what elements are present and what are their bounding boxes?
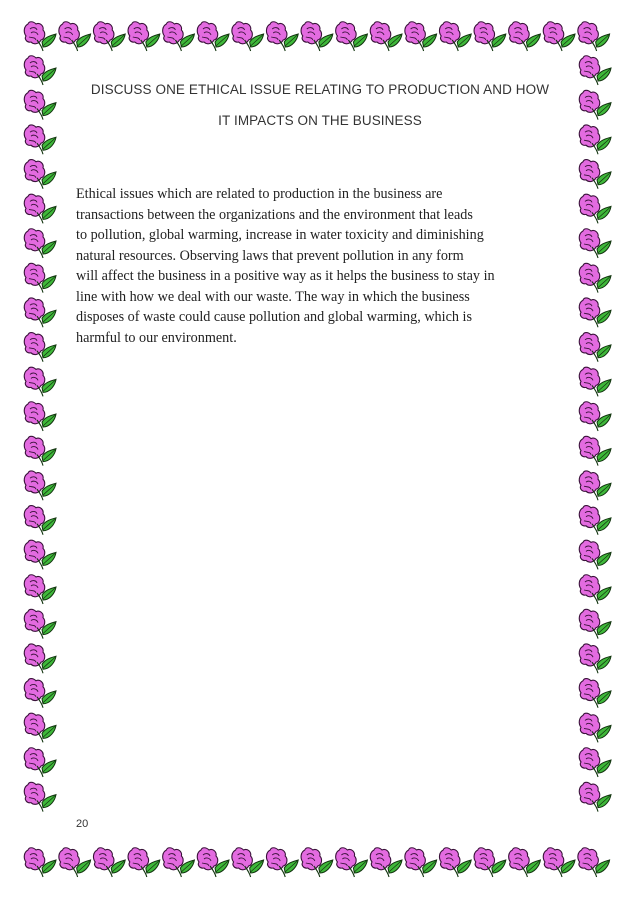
rose-icon (579, 506, 611, 535)
rose-icon (579, 194, 611, 223)
rose-icon (578, 848, 610, 877)
rose-icon (24, 56, 56, 85)
page-title-line-1: DISCUSS ONE ETHICAL ISSUE RELATING TO PRODUCTION AND HOW (90, 82, 550, 97)
rose-icon (93, 848, 125, 877)
rose-icon (579, 575, 611, 604)
rose-icon (24, 609, 56, 638)
rose-icon (474, 848, 506, 877)
rose-icon (24, 298, 56, 327)
page-title-line-2: IT IMPACTS ON THE BUSINESS (218, 113, 422, 128)
rose-icon (579, 229, 611, 258)
rose-icon (579, 298, 611, 327)
rose-icon (543, 22, 575, 51)
body-line: will affect the business in a positive way as it helps the business to stay in (76, 268, 495, 284)
rose-icon (24, 679, 56, 708)
rose-icon (405, 22, 437, 51)
rose-icon (24, 90, 56, 119)
rose-icon (197, 848, 229, 877)
rose-icon (578, 22, 610, 51)
rose-icon (24, 125, 56, 154)
rose-icon (24, 748, 56, 777)
rose-icon (301, 22, 333, 51)
rose-icon (370, 22, 402, 51)
rose-icon (24, 367, 56, 396)
rose-icon (579, 125, 611, 154)
rose-icon (579, 713, 611, 742)
rose-icon (336, 22, 368, 51)
rose-icon (93, 22, 125, 51)
body-paragraph (76, 184, 568, 348)
page-number: 20 (76, 818, 89, 830)
rose-icon (197, 22, 229, 51)
rose-icon (24, 22, 56, 51)
rose-icon (24, 782, 56, 811)
rose-icon (59, 848, 91, 877)
rose-icon (24, 713, 56, 742)
rose-icon (24, 263, 56, 292)
rose-icon (579, 56, 611, 85)
rose-icon (474, 22, 506, 51)
rose-icon (439, 22, 471, 51)
rose-icon (405, 848, 437, 877)
rose-icon (579, 160, 611, 189)
rose-icon (579, 367, 611, 396)
rose-icon (232, 848, 264, 877)
rose-icon (163, 22, 195, 51)
rose-icon (370, 848, 402, 877)
rose-icon (266, 848, 298, 877)
body-line: to pollution, global warming, increase in water toxicity and diminishing (76, 227, 484, 243)
rose-icon (266, 22, 298, 51)
rose-icon (579, 679, 611, 708)
body-line: Ethical issues which are related to production in the business are (76, 186, 443, 202)
rose-icon (24, 194, 56, 223)
rose-icon (579, 644, 611, 673)
rose-icon (579, 402, 611, 431)
rose-icon (336, 848, 368, 877)
rose-icon (24, 644, 56, 673)
rose-icon (24, 229, 56, 258)
rose-icon (543, 848, 575, 877)
body-line: line with how we deal with our waste. The way in which the business (76, 288, 470, 305)
rose-icon (579, 333, 611, 362)
rose-icon (579, 263, 611, 292)
rose-icon (439, 848, 471, 877)
rose-icon (24, 402, 56, 431)
rose-icon (509, 848, 541, 877)
rose-icon (579, 609, 611, 638)
rose-icon (232, 22, 264, 51)
rose-icon (128, 22, 160, 51)
rose-icon (24, 575, 56, 604)
body-line: harmful to our environment. (76, 329, 237, 346)
rose-icon (59, 22, 91, 51)
rose-icon (24, 848, 56, 877)
body-line: disposes of waste could cause pollution and global warming, which is (76, 309, 472, 325)
body-line: transactions between the organizations and the environment that leads (76, 206, 473, 223)
rose-icon (579, 748, 611, 777)
rose-icon (579, 471, 611, 500)
rose-icon (24, 436, 56, 465)
rose-icon (24, 506, 56, 535)
rose-icon (579, 436, 611, 465)
rose-icon (24, 540, 56, 569)
rose-icon (509, 22, 541, 51)
rose-icon (24, 160, 56, 189)
rose-icon (579, 540, 611, 569)
rose-icon (24, 333, 56, 362)
body-line: natural resources. Observing laws that prevent pollution in any form (76, 247, 464, 264)
rose-icon (579, 90, 611, 119)
rose-icon (163, 848, 195, 877)
rose-icon (301, 848, 333, 877)
rose-icon (579, 782, 611, 811)
rose-icon (128, 848, 160, 877)
rose-icon (24, 471, 56, 500)
